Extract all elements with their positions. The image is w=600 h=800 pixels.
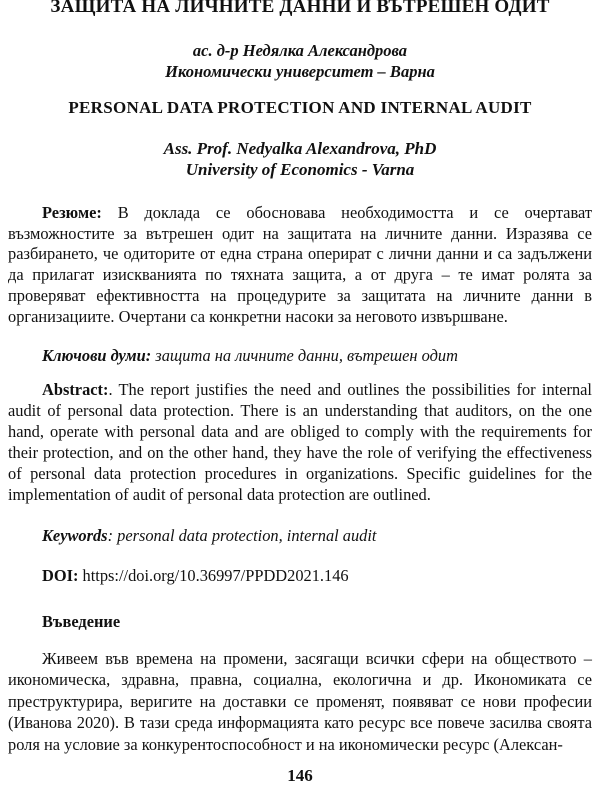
keywords-bulgarian [42,346,458,366]
abstract-bulgarian [8,203,592,327]
affiliation-english: University of Economics - Varna [185,160,415,179]
author-name-bulgarian: ас. д-р Недялка Александрова [192,41,408,60]
keywords-label-english: Keywords [42,526,108,545]
title-bulgarian: ЗАЩИТА НА ЛИЧНИТЕ ДАННИ И ВЪТРЕШЕН ОДИТ [50,0,550,17]
author-block-english [0,138,600,180]
introduction-paragraph [8,648,592,755]
abstract-text-bulgarian: В доклада се обосновава необходимостта и се очертават възможностите за вътрешен одит на защитата на личните данни. Изразява се разбирането, че одиторите от една страна оперират с лични данни и са задължени да прилагат изискванията по тяхната защита, а от друга – те имат ролята за проверяват ефективността на процедурите за защитата на личните данни в организациите. Очертани са конкретни насоки за неговото извършване. [8,203,592,326]
doi-link[interactable]: https://doi.org/10.36997/PPDD2021.146 [78,566,349,585]
keywords-text-english: : personal data protection, internal audit [107,526,377,545]
page-number: 146 [287,766,313,785]
abstract-label-bulgarian: Резюме: [42,203,102,222]
affiliation-bulgarian: Икономически университет – Варна [165,62,435,81]
title-english: PERSONAL DATA PROTECTION AND INTERNAL AUDIT [68,98,532,117]
introduction-heading: Въведение [42,612,121,631]
abstract-label-english: Abstract: [42,380,109,399]
abstract-text-english: . The report justifies the need and outlines the possibilities for internal audit of personal data protection. There is an understanding that auditors, on the one hand, operate with personal data and are obliged to comply with the requirements for their protection, and on the other hand, they have the role of verifying the effectiveness of personal data protection procedures in organizations. Specific guidelines for the implementation of audit of personal data protection are outlined. [8,380,592,504]
keywords-english [42,526,377,546]
author-name-english: Ass. Prof. Nedyalka Alexandrova, PhD [163,139,437,158]
keywords-text-bulgarian: защита на личните данни, вътрешен одит [151,346,458,365]
doi-label: DOI: [42,566,79,585]
doi-line [42,566,349,586]
abstract-english [8,379,592,505]
keywords-label-bulgarian: Ключови думи: [42,346,152,365]
introduction-text: Живеем във времена на промени, засягащи всички сфери на обществото – икономическа, здравна, правна, социална, екологична и др. Икономиката се преструктурира, веригите на доставки се променят, появяват се нови професии (Иванова 2020). В тази среда информацията като ресурс все повече засилва своята роля на условие за конкурентоспособност и на икономически ресурс (Алексан- [8,649,592,754]
author-block-bulgarian [0,40,600,82]
